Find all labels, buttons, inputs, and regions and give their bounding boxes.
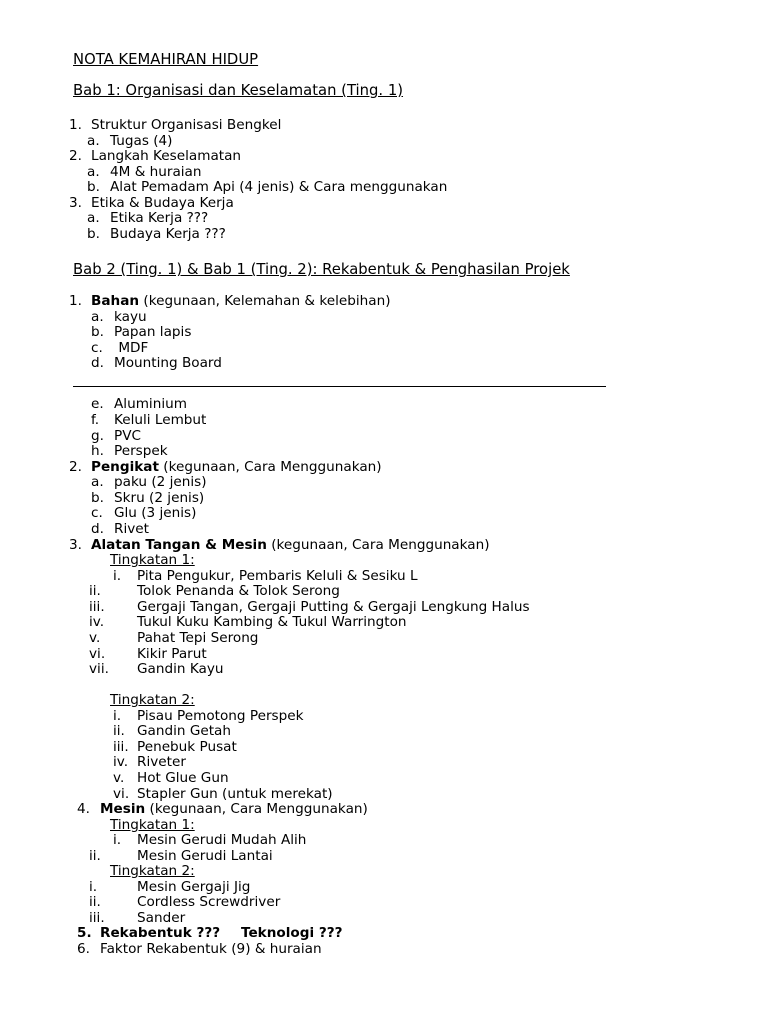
list-item: Pita Pengukur, Pembaris Keluli & Sesiku L: [137, 568, 418, 584]
list-number: a.: [87, 133, 100, 149]
list-number: a.: [87, 210, 100, 226]
list-item: Mounting Board: [114, 355, 222, 371]
list-item: Sander: [137, 910, 186, 926]
list-item: Kikir Parut: [137, 646, 207, 662]
list-item: paku (2 jenis): [114, 474, 207, 490]
bahan-heading: [91, 293, 391, 309]
list-item: Perspek: [114, 443, 168, 459]
list-number: 3.: [69, 537, 82, 553]
list-number: v.: [89, 630, 101, 646]
list-item: Faktor Rekabentuk (9) & huraian: [100, 941, 322, 957]
alatan-label: Alatan Tangan & Mesin: [91, 537, 267, 553]
list-item: Penebuk Pusat: [137, 739, 237, 755]
pengikat-note: (kegunaan, Cara Menggunakan): [163, 459, 382, 475]
list-item: PVC: [114, 428, 141, 444]
list-number: b.: [87, 226, 100, 242]
list-item: Stapler Gun (untuk merekat): [137, 786, 333, 802]
bahan-label: Bahan: [91, 293, 140, 309]
list-item: Etika & Budaya Kerja: [91, 195, 234, 211]
list-number: vi.: [113, 786, 130, 802]
list-number: i.: [113, 708, 122, 724]
list-number: i.: [89, 879, 98, 895]
tingkatan-1-label: Tingkatan 1:: [110, 817, 195, 833]
list-item: Glu (3 jenis): [114, 505, 197, 521]
list-number: 6.: [77, 941, 90, 957]
list-number: 4.: [77, 801, 90, 817]
list-number: ii.: [89, 583, 101, 599]
list-item: Gandin Getah: [137, 723, 231, 739]
list-number: f.: [91, 412, 100, 428]
teknologi-label: Teknologi ???: [241, 925, 343, 941]
list-item: Mesin Gerudi Lantai: [137, 848, 273, 864]
list-item: Skru (2 jenis): [114, 490, 205, 506]
alatan-note: (kegunaan, Cara Menggunakan): [271, 537, 490, 553]
divider-line: [73, 386, 606, 387]
list-item: Rivet: [114, 521, 149, 537]
list-item: Gergaji Tangan, Gergaji Putting & Gergaji Lengkung Halus: [137, 599, 530, 615]
document-title: NOTA KEMAHIRAN HIDUP: [73, 51, 259, 68]
pengikat-label: Pengikat: [91, 459, 159, 475]
mesin-note: (kegunaan, Cara Menggunakan): [149, 801, 368, 817]
list-item: Tukul Kuku Kambing & Tukul Warrington: [137, 614, 407, 630]
bahan-note: (kegunaan, Kelemahan & kelebihan): [143, 293, 391, 309]
tingkatan-2-label: Tingkatan 2:: [110, 692, 195, 708]
list-number: iii.: [89, 910, 105, 926]
list-number: h.: [91, 443, 104, 459]
alatan-heading: [91, 537, 490, 553]
list-item: Riveter: [137, 754, 186, 770]
list-number: v.: [113, 770, 125, 786]
list-item: Pahat Tepi Serong: [137, 630, 259, 646]
list-number: 2.: [69, 148, 82, 164]
list-number: ii.: [89, 848, 101, 864]
list-number: ii.: [113, 723, 125, 739]
list-number: g.: [91, 428, 104, 444]
list-item: Gandin Kayu: [137, 661, 224, 677]
list-number: a.: [91, 309, 104, 325]
list-item: Cordless Screwdriver: [137, 894, 281, 910]
tingkatan-1-label: Tingkatan 1:: [110, 552, 195, 568]
list-number: 1.: [69, 117, 82, 133]
list-item: Papan lapis: [114, 324, 192, 340]
list-item: Aluminium: [114, 396, 187, 412]
pengikat-heading: [91, 459, 382, 475]
list-number: ii.: [89, 894, 101, 910]
list-number: a.: [91, 474, 104, 490]
list-number: e.: [91, 396, 104, 412]
list-item: kayu: [114, 309, 147, 325]
list-number: iii.: [89, 599, 105, 615]
list-number: d.: [91, 355, 104, 371]
list-number: 2.: [69, 459, 82, 475]
list-number: vii.: [89, 661, 109, 677]
list-item: Struktur Organisasi Bengkel: [91, 117, 282, 133]
list-number: i.: [113, 568, 122, 584]
rekabentuk-label: Rekabentuk ???: [100, 925, 221, 941]
list-number: i.: [113, 832, 122, 848]
list-number: d.: [91, 521, 104, 537]
list-number: vi.: [89, 646, 106, 662]
bab1-heading: Bab 1: Organisasi dan Keselamatan (Ting. 1): [73, 82, 404, 99]
list-item: Alat Pemadam Api (4 jenis) & Cara menggunakan: [110, 179, 448, 195]
list-number: b.: [87, 179, 100, 195]
list-number: 5.: [77, 925, 92, 941]
list-item: Pisau Pemotong Perspek: [137, 708, 304, 724]
list-number: c.: [91, 340, 103, 356]
list-number: iv.: [113, 754, 129, 770]
list-number: 3.: [69, 195, 82, 211]
list-number: b.: [91, 490, 104, 506]
list-item: Hot Glue Gun: [137, 770, 229, 786]
list-item: Mesin Gergaji Jig: [137, 879, 251, 895]
list-item: Langkah Keselamatan: [91, 148, 242, 164]
mesin-label: Mesin: [100, 801, 146, 817]
list-item: MDF: [114, 340, 149, 356]
list-number: iii.: [113, 739, 129, 755]
list-number: c.: [91, 505, 103, 521]
list-item: Tolok Penanda & Tolok Serong: [137, 583, 340, 599]
list-item: Etika Kerja ???: [110, 210, 209, 226]
list-number: 1.: [69, 293, 82, 309]
list-item: Budaya Kerja ???: [110, 226, 226, 242]
list-item: Mesin Gerudi Mudah Alih: [137, 832, 307, 848]
list-number: a.: [87, 164, 100, 180]
list-number: b.: [91, 324, 104, 340]
mesin-heading: [100, 801, 368, 817]
list-item: Tugas (4): [110, 133, 173, 149]
list-number: iv.: [89, 614, 105, 630]
list-item: 4M & huraian: [110, 164, 202, 180]
tingkatan-2-label: Tingkatan 2:: [110, 863, 195, 879]
list-item: Keluli Lembut: [114, 412, 207, 428]
bab2-heading: Bab 2 (Ting. 1) & Bab 1 (Ting. 2): Rekabentuk & Penghasilan Projek: [73, 261, 570, 278]
